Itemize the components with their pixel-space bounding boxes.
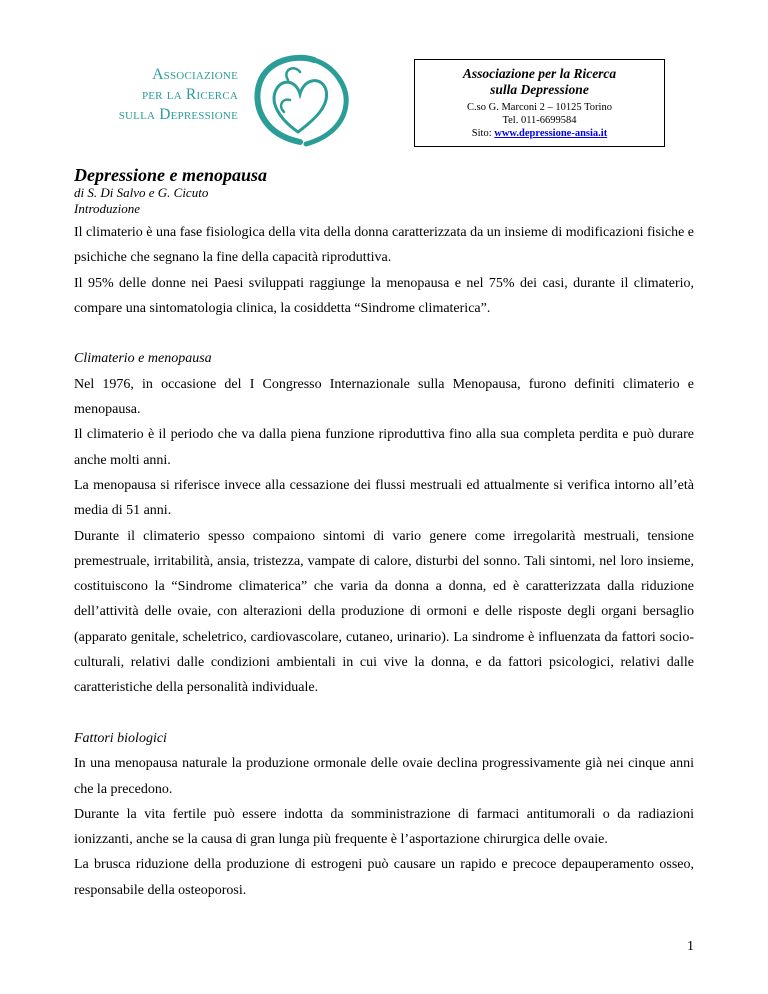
body-paragraph: Il climaterio è una fase fisiologica della vita della donna caratterizzata da un insieme di modificazioni fisiche e psichiche che segnano la fine della capacità riproduttiva. bbox=[74, 225, 695, 266]
contact-website bbox=[415, 127, 664, 140]
org-name-line: per la Ricerca bbox=[141, 86, 238, 103]
website-label: Sito: bbox=[471, 128, 495, 139]
contact-address: C.so G. Marconi 2 – 10125 Torino bbox=[467, 102, 612, 113]
body-paragraph: La brusca riduzione della produzione di estrogeni può causare un rapido e precoce depauperamento osseo, responsabile della osteoporosi. bbox=[74, 857, 694, 898]
document-authors: di S. Di Salvo e G. Cicuto bbox=[74, 185, 209, 200]
body-paragraph: Durante il climaterio spesso compaiono sintomi di vario genere come irregolarità mestruali, tensione premestruale, irritabilità, ansia, tristezza, vampate di calore, disturbi del sonno. Tali sintomi, nel loro insieme, costituiscono la “Sindrome climaterica” che varia da donna a donna, ed è caratterizzata dalla riduzione dell’attività delle ovaie, con alterazioni della produzione di ormoni e delle risposte degli organi bersaglio (apparato genitale, scheletrico, cardiovascolare, cutaneo, urinario). La sindrome è influenzata da fattori socio-culturali, relativi dalle condizioni ambientali in cui vive la donna, e da fattori psicologici, relativi dalle caratteristiche della personalità individuale. bbox=[74, 528, 694, 696]
body-paragraph: Durante la vita fertile può essere indotta da somministrazione di farmaci antitumorali o da radiazioni ionizzanti, anche se la causa di gran lunga più frequente è l’asportazione chirurgica delle ovaie. bbox=[74, 806, 694, 848]
contact-phone: Tel. 011-6699584 bbox=[502, 115, 577, 126]
body-paragraph: La menopausa si riferisce invece alla cessazione dei flussi mestruali ed attualmente si verifica intorno all’età media di 51 anni. bbox=[74, 477, 694, 519]
contact-box bbox=[414, 59, 665, 147]
article-body bbox=[74, 220, 694, 903]
body-paragraph: Il climaterio è il periodo che va dalla piena funzione riproduttiva fino alla sua completa perdita e può durare anche molti anni. bbox=[74, 427, 694, 468]
organization-name bbox=[96, 65, 238, 125]
body-paragraph: Il 95% delle donne nei Paesi sviluppati raggiunge la menopausa e nel 75% dei casi, durante il climaterio, compare una sintomatologia clinica, la cosiddetta “Sindrome climaterica”. bbox=[74, 275, 694, 316]
contact-box-title: Associazione per la Ricerca sulla Depressione bbox=[462, 66, 617, 97]
org-name-line: Associazione bbox=[152, 66, 238, 83]
section-heading: Fattori biologici bbox=[74, 730, 167, 746]
introduction-heading: Introduzione bbox=[74, 201, 140, 216]
body-paragraph: In una menopausa naturale la produzione ormonale delle ovaie declina progressivamente già nei cinque anni che la precedono. bbox=[74, 756, 694, 797]
document-title: Depressione e menopausa bbox=[74, 165, 267, 185]
section-heading: Climaterio e menopausa bbox=[74, 351, 212, 367]
heart-swirl-logo-icon bbox=[248, 52, 352, 148]
body-paragraph: Nel 1976, in occasione del I Congresso Internazionale sulla Menopausa, furono definiti climaterio e menopausa. bbox=[74, 376, 694, 418]
page-number: 1 bbox=[687, 939, 694, 954]
website-link[interactable]: www.depressione-ansia.it bbox=[494, 128, 608, 139]
org-name-line: sulla Depressione bbox=[118, 106, 238, 123]
